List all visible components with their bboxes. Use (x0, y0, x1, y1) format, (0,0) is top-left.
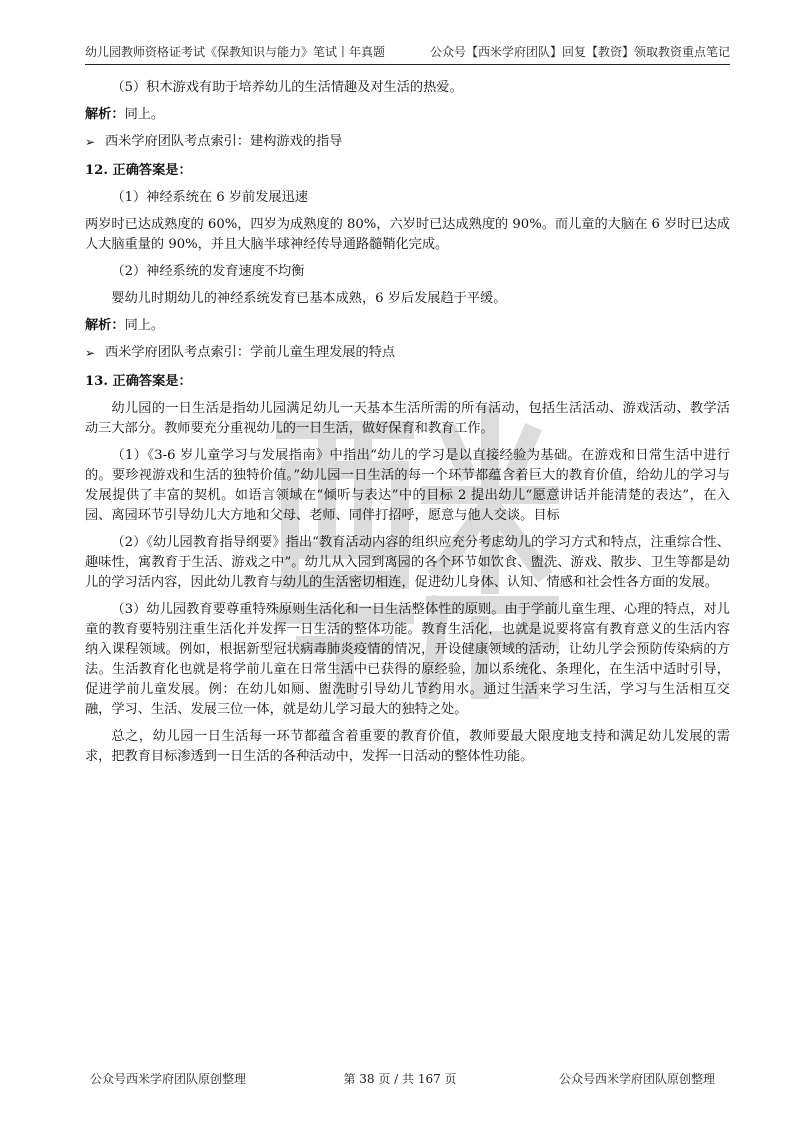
analysis-label: 解析： (85, 107, 125, 122)
header-left-title: 幼儿园教师资格证考试《保教知识与能力》笔试丨年真题 (85, 45, 386, 59)
page-footer (0, 1070, 800, 1090)
answer-paragraph: 婴幼儿时期幼儿的神经系统发育已基本成熟，6 岁后发展趋于平缓。 (111, 291, 507, 306)
footer-left: 公众号西米学府团队原创整理 (90, 1072, 247, 1086)
page-number: 第 38 页 / 共 167 页 (343, 1072, 457, 1086)
arrow-bullet-icon: ➢ (85, 135, 96, 149)
answer-summary: 总之，幼儿园一日生活每一环节都蕴含着重要的教育价值，教师要最大限度地支持和满足幼儿发展的需求，把教育目标渗透到一日生活的各种活动中，发挥一日活动的整体性功能。 (85, 729, 730, 764)
knowledge-point-text: 西米学府团队考点索引：建构游戏的指导 (105, 134, 343, 149)
analysis-line (85, 316, 730, 336)
question-13-heading: 13. 正确答案是： (85, 374, 192, 389)
question-12-heading: 12. 正确答案是： (85, 163, 192, 178)
knowledge-point-text: 西米学府团队考点索引：学前儿童生理发展的特点 (105, 345, 396, 360)
footer-right: 公众号西米学府团队原创整理 (558, 1072, 715, 1086)
answer-paragraph: （1）《3-6 岁儿童学习与发展指南》中指出“幼儿的学习是以直接经验为基础。在游戏和日常生活中进行的。要珍视游戏和生活的独特价值。”幼儿园一日生活的每一个环节都蕴含着巨大的教育价值，给幼儿的学习与发展提供了丰富的契机。如语言领域在“倾听与表达”中的目标 2 提出幼儿“愿意讲话并能清楚的表达”，在入园、离园环节引导幼儿大方地和父母、老师、同伴打招呼，愿意与他人交谈。目标 (85, 448, 730, 523)
answer-paragraph: 两岁时已达成熟度的 60%，四岁为成熟度的 80%，六岁时已达成熟度的 90%。而儿童的大脑在 6 岁时已达成人大脑重量的 90%，并且大脑半球神经传导通路髓鞘化完成。 (85, 217, 730, 252)
knowledge-point-index (85, 343, 730, 363)
analysis-text: 同上。 (124, 318, 165, 333)
answer-paragraph: 幼儿园的一日生活是指幼儿园满足幼儿一天基本生活所需的所有活动，包括生活活动、游戏活动、教学活动三大部分。教师要充分重视幼儿的一日生活，做好保育和教育工作。 (85, 401, 730, 436)
page-header (85, 44, 730, 65)
answer-point-2: （2）神经系统的发育速度不均衡 (111, 264, 305, 279)
analysis-text: 同上。 (124, 107, 165, 122)
analysis-line (85, 105, 730, 125)
arrow-bullet-icon: ➢ (85, 346, 96, 360)
page-content (85, 78, 730, 767)
answer-paragraph: （2）《幼儿园教育指导纲要》指出“教育活动内容的组织应充分考虑幼儿的学习方式和特点，注重综合性、趣味性，寓教育于生活、游戏之中”。幼儿从入园到离园的各个环节如饮食、盥洗、游戏、散步、卫生等都是幼儿的学习活内容，因此幼儿教育与幼儿的生活密切相连，促进幼儿身体、认知、情感和社会性各方面的发展。 (85, 535, 730, 590)
answer-item-5: （5）积木游戏有助于培养幼儿的生活情趣及对生活的热爱。 (111, 80, 463, 95)
analysis-label: 解析： (85, 318, 125, 333)
header-right-note: 公众号【西米学府团队】回复【教资】领取教资重点笔记 (429, 45, 730, 59)
knowledge-point-index (85, 132, 730, 152)
answer-point-1: （1）神经系统在 6 岁前发展迅速 (111, 190, 308, 205)
answer-paragraph: （3）幼儿园教育要尊重特殊原则生活化和一日生活整体性的原则。由于学前儿童生理、心理的特点，对儿童的教育要特别注重生活化并发挥一日生活的整体功能。教育生活化，也就是说要将富有教育意义的生活内容纳入课程领域。例如，根据新型冠状病毒肺炎疫情的情况，开设健康领域的活动，让幼儿学会预防传染病的方法。生活教育化也就是将学前儿童在日常生活中已获得的原经验，加以系统化、条理化，在生活中适时引导，促进学前儿童发展。例：在幼儿如厕、盥洗时引导幼儿节约用水。通过生活来学习生活，学习与生活相互交融，学习、生活、发展三位一体，就是幼儿学习最大的独特之处。 (85, 602, 730, 717)
